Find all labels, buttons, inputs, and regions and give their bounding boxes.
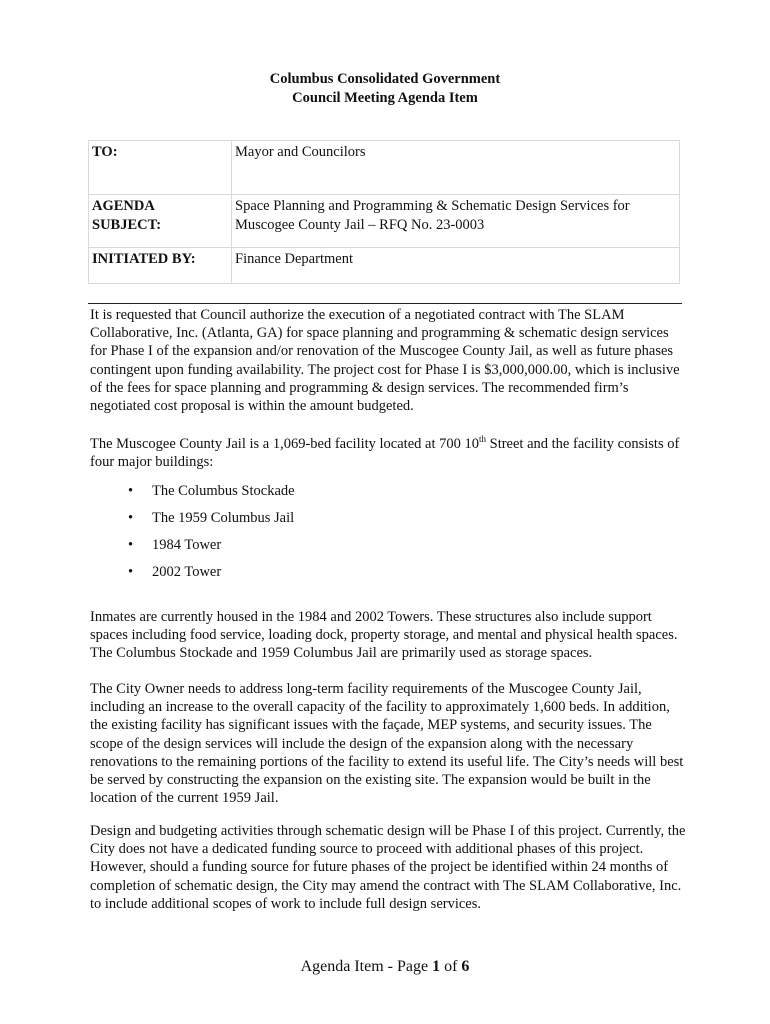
list-item-text: The 1959 Columbus Jail (152, 510, 295, 526)
subject-label (89, 195, 232, 248)
initiated-value: Finance Department (232, 248, 680, 284)
list-item (128, 509, 295, 536)
subject-row (89, 195, 680, 248)
bullet-icon: • (128, 564, 134, 580)
total-page-count: 6 (461, 958, 470, 975)
paragraph-phasing: Design and budgeting activities through schematic design will be Phase I of this project. Currently, the City does not have a dedicated funding source to proceed with additional phases of this project. However, should a funding source for future phases of the project be identified within 24 months of completion of schematic design, the City may amend the contract with The SLAM Collaborative, Inc. to include additional scopes of work to include full design services. (90, 823, 686, 912)
list-item (128, 536, 295, 563)
section-divider (88, 303, 682, 304)
bullet-icon: • (128, 483, 134, 499)
to-label: TO: (89, 141, 232, 195)
footer-of: of (440, 958, 462, 975)
current-page-number: 1 (432, 958, 441, 975)
ordinal-suffix: th (479, 434, 487, 444)
paragraph-facility (90, 430, 686, 471)
subject-value-line2: Muscogee County Jail – RFQ No. 23-0003 (235, 217, 485, 233)
list-item (128, 482, 295, 509)
initiated-label: INITIATED BY: (89, 248, 232, 284)
list-item-text: The Columbus Stockade (152, 483, 295, 499)
footer-prefix: Agenda Item - Page (300, 958, 433, 975)
list-item (128, 563, 295, 590)
bullet-icon: • (128, 510, 134, 526)
subject-label-line1: AGENDA (92, 198, 155, 214)
facility-text-end: Street and the facility consists of four major buildings: (90, 435, 680, 471)
to-row (89, 141, 680, 195)
paragraph-inmates: Inmates are currently housed in the 1984 and 2002 Towers. These structures also include support spaces including food service, loading dock, property storage, and mental and physical health spaces. The Columbus Stockade and 1959 Columbus Jail are primarily used as storage spaces. (90, 609, 678, 662)
agenda-meta-table (88, 140, 680, 284)
list-item-text: 1984 Tower (152, 537, 222, 553)
document-header (0, 70, 770, 108)
document-title: Council Meeting Agenda Item (292, 90, 478, 106)
subject-value (232, 195, 680, 248)
to-value: Mayor and Councilors (232, 141, 680, 195)
paragraph-requirements: The City Owner needs to address long-term facility requirements of the Muscogee County Jail, including an increase to the overall capacity of the facility to approximately 1,600 beds. In addition, the existing facility has significant issues with the façade, MEP systems, and security issues. The scope of the design services will include the design of the expansion along with the necessary renovations to the remaining portions of the facility to extend its useful life. The City’s needs will best be served by constructing the expansion on the existing site. The expansion would be built in the location of the current 1959 Jail. (90, 681, 684, 807)
list-item-text: 2002 Tower (152, 564, 222, 580)
organization-title: Columbus Consolidated Government (269, 71, 501, 87)
page-footer (0, 958, 770, 976)
bullet-icon: • (128, 537, 134, 553)
building-list (128, 482, 295, 590)
subject-value-line1: Space Planning and Programming & Schematic Design Services for (235, 198, 630, 214)
paragraph-request: It is requested that Council authorize the execution of a negotiated contract with The SLAM Collaborative, Inc. (Atlanta, GA) for space planning and programming & schematic design services for Phase I of the expansion and/or renovation of the Muscogee County Jail, as well as future phases contingent upon funding availability. The project cost for Phase I is $3,000,000.00, which is inclusive of the fees for space planning and programming & design services. The recommended firm’s negotiated cost proposal is within the amount budgeted. (90, 307, 680, 415)
subject-label-line2: SUBJECT: (92, 217, 162, 233)
initiated-row (89, 248, 680, 284)
facility-text-start: The Muscogee County Jail is a 1,069-bed facility located at 700 10 (90, 435, 479, 452)
